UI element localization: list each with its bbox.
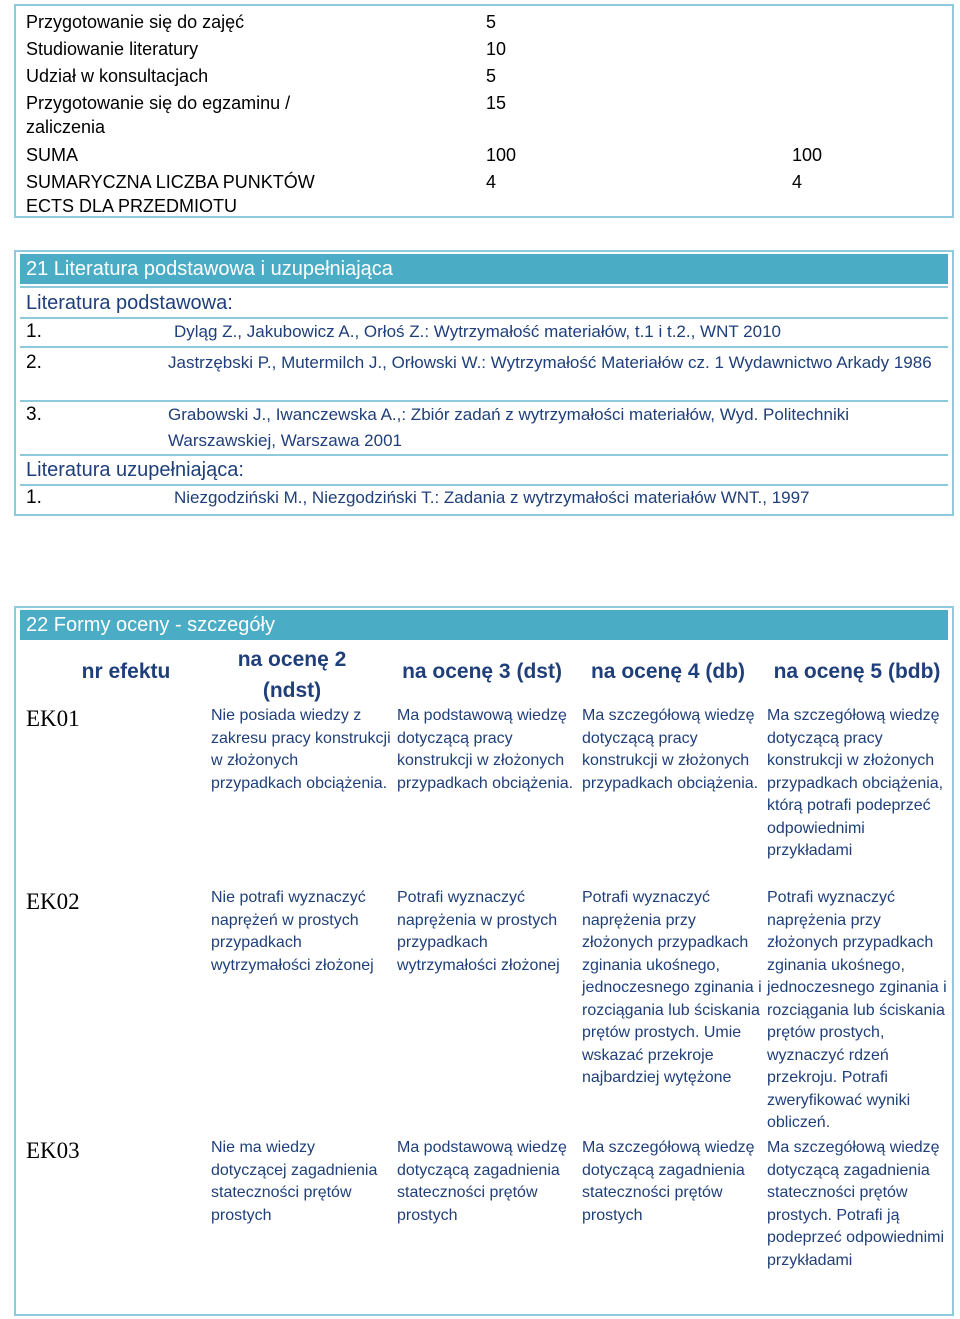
grade-5-criteria: Potrafi wyznaczyć naprężenia przy złożonych przypadkach zginania ukośnego, jednoczesnego zginania i rozciągania lub ściskania prętów prostych, wyznaczyć rdzeń przekroju. Potrafi zweryfikować wyniki obliczeń. [767,889,947,1131]
literature-title: 21 Literatura podstawowa i uzupełniająca [20,254,948,284]
literature-item-number: 1. [26,321,42,342]
grade-4-criteria: Ma szczegółową wiedzę dotyczącą pracy konstrukcji w złożonych przypadkach obciążenia. [582,707,759,792]
workload-label: SUMA [26,145,79,165]
workload-label: Udział w konsultacjach [26,66,209,86]
literature-item-number: 3. [26,404,42,425]
workload-label: Studiowanie literatury [26,39,199,59]
literature-section [14,250,954,516]
header-grade-5: na ocenę 5 (bdb) [773,660,941,683]
header-outcome-number: nr efektu [81,660,171,683]
workload-value-2: 4 [792,172,803,192]
literature-item-text: Dyląg Z., Jakubowicz A., Orłoś Z.: Wytrzymałość materiałów, t.1 i t.2., WNT 2010 [174,322,781,341]
header-grade-3: na ocenę 3 (dst) [402,660,562,683]
outcome-code: EK03 [26,1138,80,1163]
grade-2-criteria: Nie ma wiedzy dotyczącej zagadnienia stateczności prętów prostych [211,1139,378,1224]
grade-4-criteria: Potrafi wyznaczyć naprężenia przy złożonych przypadkach zginania ukośnego, jednoczesnego zginania i rozciągania lub ściskania prętów prostych. Umie wskazać przekroje najbardziej wytężone [582,889,762,1086]
supplementary-literature-heading: Literatura uzupełniająca: [26,459,244,481]
workload-value: 15 [486,93,507,113]
workload-value: 4 [486,172,497,192]
workload-label: Przygotowanie się do zajęć [26,12,245,32]
workload-label: SUMARYCZNA LICZBA PUNKTÓW ECTS DLA PRZEDMIOTU [26,172,315,216]
header-grade-4: na ocenę 4 (db) [590,660,746,683]
literature-item-number: 2. [26,352,42,373]
grade-4-criteria: Ma szczegółową wiedzę dotyczącą zagadnienia stateczności prętów prostych [582,1139,755,1224]
grade-2-criteria: Nie potrafi wyznaczyć naprężeń w prostych przypadkach wytrzymałości złożonej [211,889,374,974]
outcome-code: EK02 [26,889,80,914]
grade-3-criteria: Ma podstawową wiedzę dotyczącą pracy konstrukcji w złożonych przypadkach obciążenia. [397,707,574,792]
grade-3-criteria: Ma podstawową wiedzę dotyczącą zagadnienia stateczności prętów prostych [397,1139,567,1224]
workload-value-2: 100 [792,145,823,165]
literature-item-text: Niezgodziński M., Niezgodziński T.: Zadania z wytrzymałości materiałów WNT., 1997 [174,488,810,507]
grading-title: 22 Formy oceny - szczegóły [20,610,948,640]
header-grade-2: na ocenę 2 (ndst) [237,648,347,702]
workload-table [14,4,954,218]
divider [20,346,948,348]
workload-value: 5 [486,12,497,32]
workload-label: Przygotowanie się do egzaminu / zaliczenia [26,93,291,137]
grade-3-criteria: Potrafi wyznaczyć naprężenia w prostych przypadkach wytrzymałości złożonej [397,889,560,974]
workload-value: 5 [486,66,497,86]
literature-item-text: Jastrzębski P., Mutermilch J., Orłowski W.: Wytrzymałość Materiałów cz. 1 Wydawnictwo Arkady 1986 [168,353,932,372]
grading-section [14,606,954,1316]
workload-value: 10 [486,39,507,59]
outcome-code: EK01 [26,706,80,731]
literature-item-text: Grabowski J., Iwanczewska A.,: Zbiór zadań z wytrzymałości materiałów, Wyd. Politechniki Warszawskiej, Warszawa 2001 [168,405,850,450]
literature-item-number: 1. [26,487,42,508]
grade-5-criteria: Ma szczegółową wiedzę dotyczącą zagadnienia stateczności prętów prostych. Potrafi ją podeprzeć odpowiednimi przykładami [767,1139,944,1269]
basic-literature-heading: Literatura podstawowa: [26,292,233,314]
grade-2-criteria: Nie posiada wiedzy z zakresu pracy konstrukcji w złożonych przypadkach obciążenia. [211,707,391,792]
workload-value: 100 [486,145,517,165]
grade-5-criteria: Ma szczegółową wiedzę dotyczącą pracy konstrukcji w złożonych przypadkach obciążenia, którą potrafi podeprzeć odpowiednimi przykładami [767,707,944,859]
